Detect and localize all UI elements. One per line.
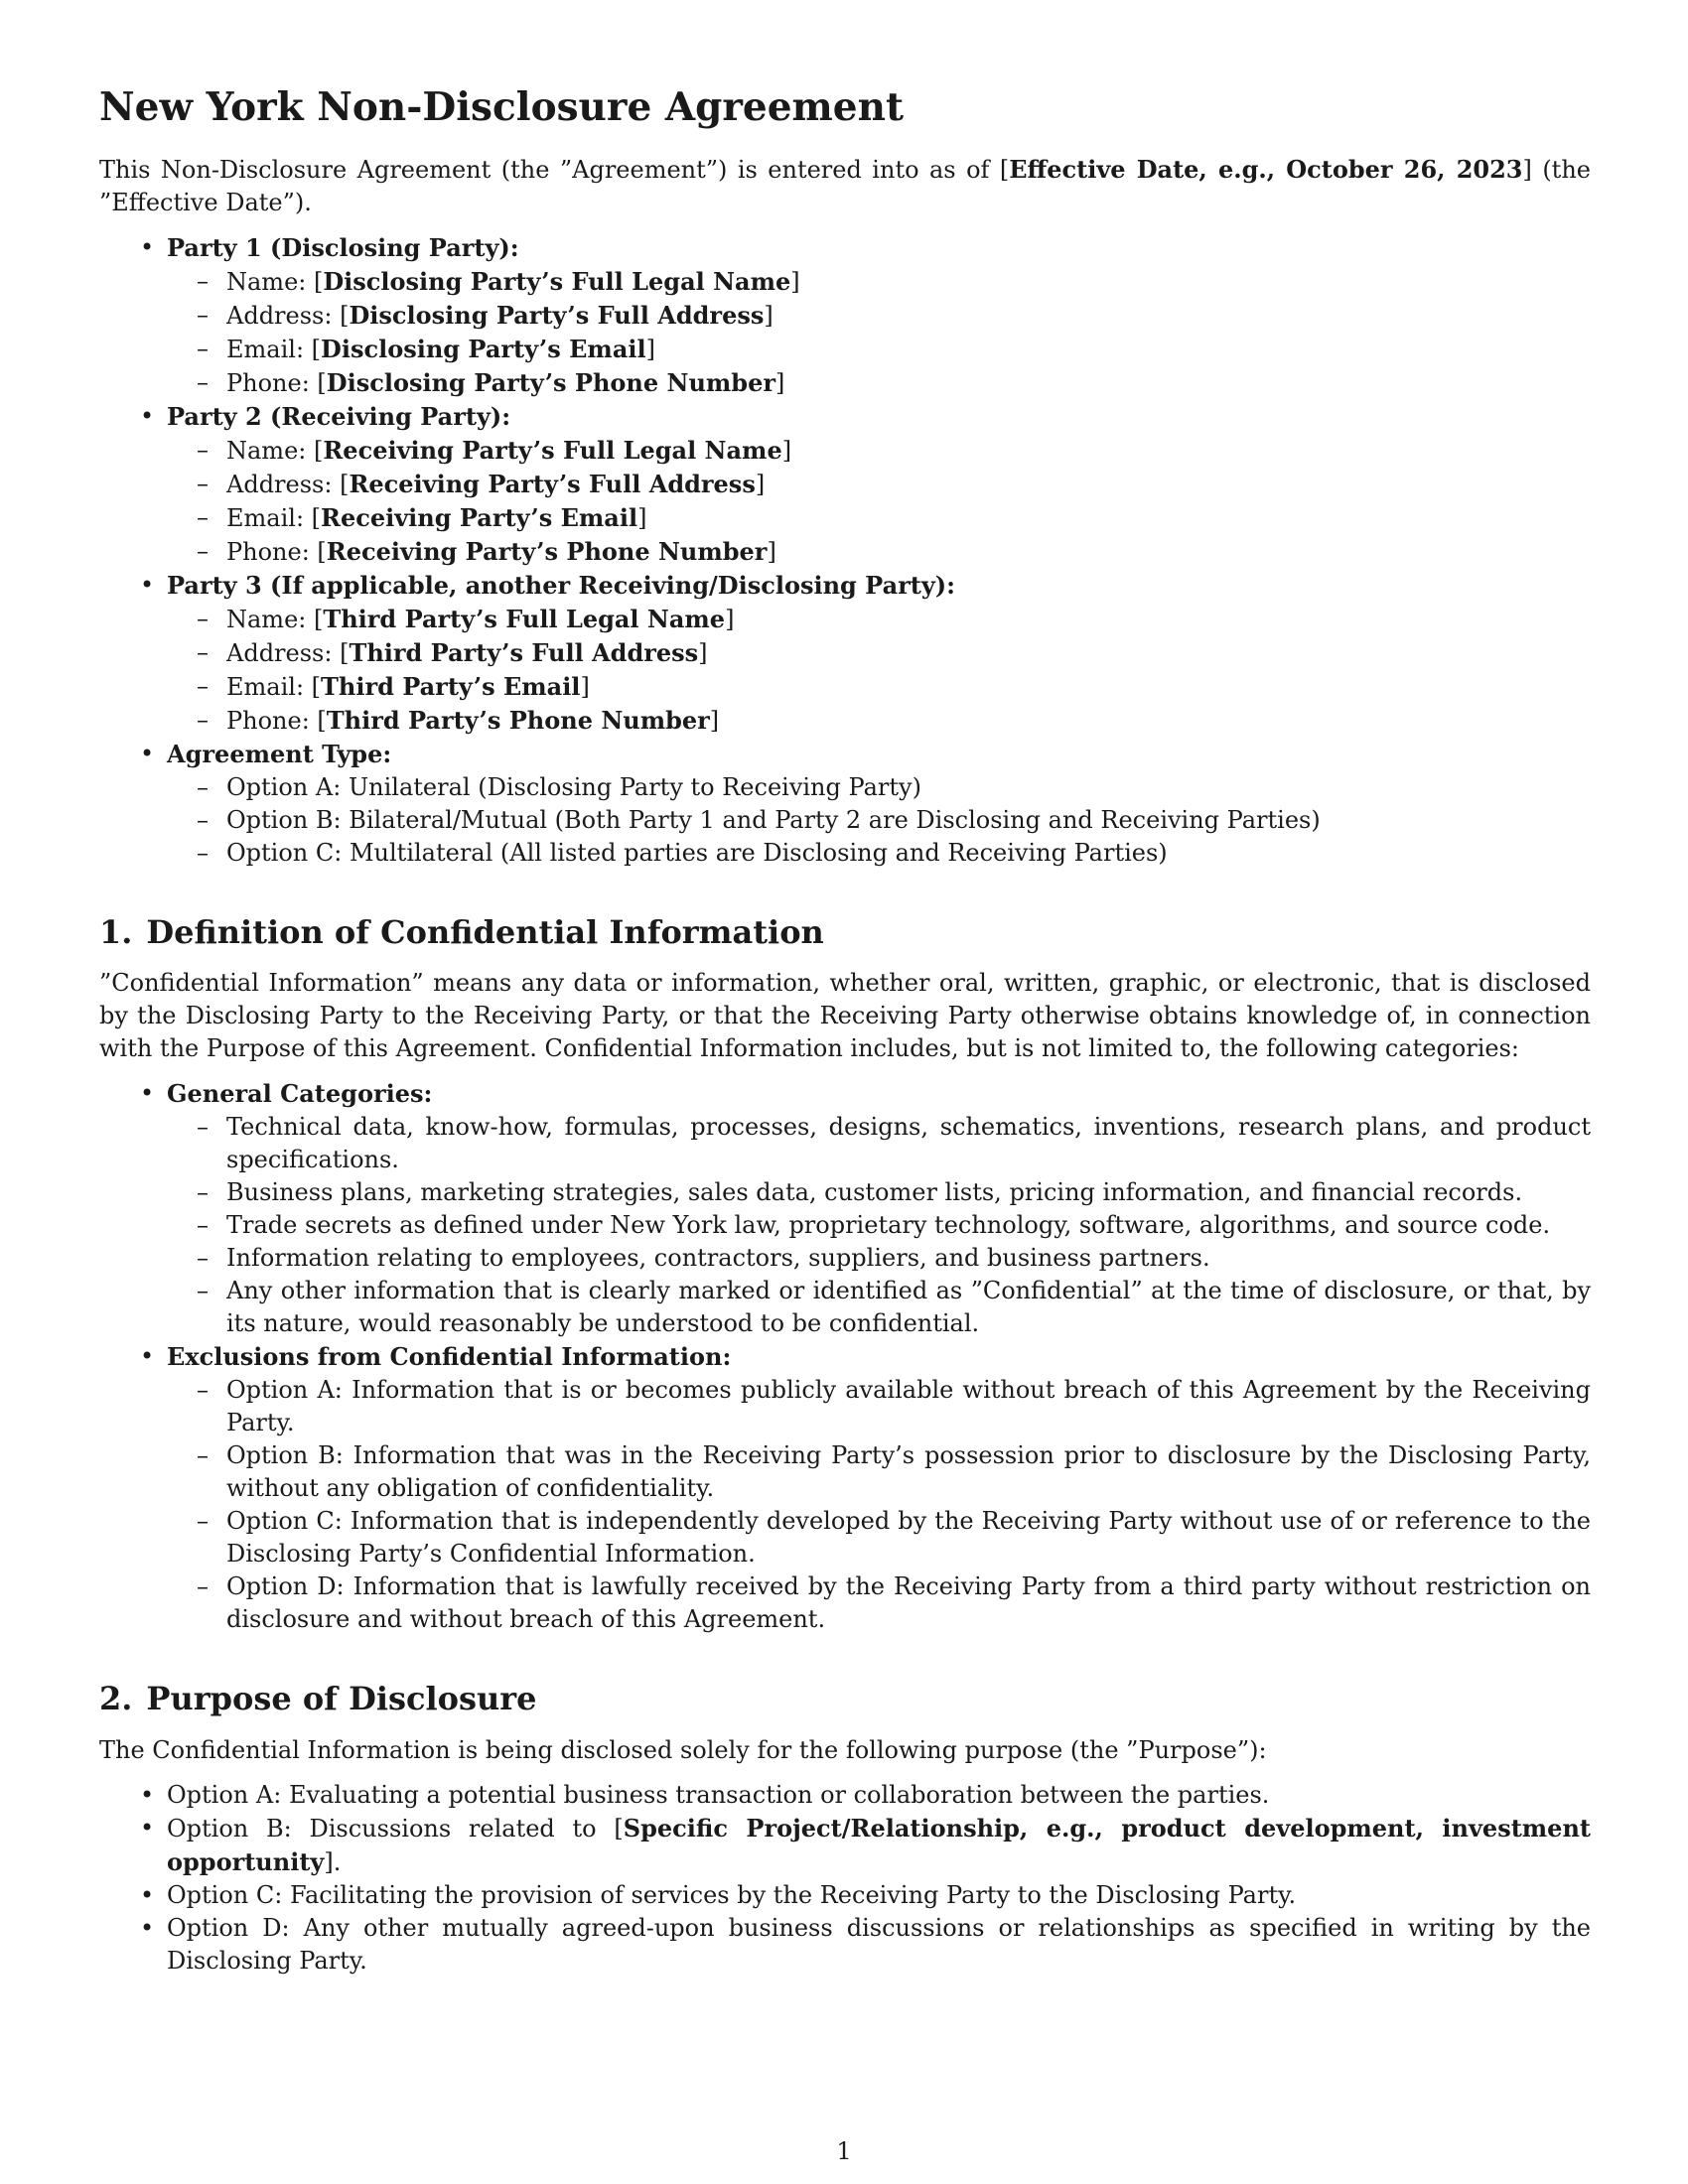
party-2: [167, 400, 1591, 569]
party-field: [226, 704, 1591, 738]
document-title: New York Non-Disclosure Agreement: [99, 84, 904, 130]
field-label: Email: [: [226, 335, 322, 363]
field-label: Address: [: [226, 301, 350, 330]
party-field: [226, 603, 1591, 636]
list-item: – Option D: Information that is lawfully received by the Receiving Party from a third party without restriction on disclosure and without breach of this Agreement.: [226, 1570, 1591, 1636]
purpose-options: [99, 1779, 1591, 1978]
field-placeholder: Receiving Party’s Full Legal Name: [323, 435, 782, 465]
field-placeholder: Disclosing Party’s Email: [321, 334, 646, 363]
field-label: Address: [: [226, 638, 350, 667]
list-item: – Business plans, marketing strategies, sales data, customer lists, pricing information, and financial records.: [226, 1176, 1591, 1209]
list-item: – Option C: Information that is independently developed by the Receiving Party without use of or reference to the Disclosing Party’s Confidential Information.: [226, 1505, 1591, 1570]
section-1-heading: [99, 913, 1591, 951]
field-close: ]: [637, 503, 647, 532]
party-field: [226, 636, 1591, 670]
party-heading: Party 1 (Disclosing Party):: [167, 232, 519, 262]
field-close: ]: [781, 436, 792, 465]
party-field: [226, 434, 1591, 468]
exclusions: [167, 1340, 1591, 1636]
list-item: – Technical data, know-how, formulas, processes, designs, schematics, inventions, research plans, and product specifications.: [226, 1111, 1591, 1176]
party-3: [167, 569, 1591, 738]
party-field: [226, 366, 1591, 400]
field-label: Address: [: [226, 470, 350, 498]
party-field: [226, 670, 1591, 704]
field-close: ]: [645, 335, 655, 363]
agreement-type-heading: Agreement Type:: [167, 739, 392, 768]
purpose-option-a: • Option A: Evaluating a potential business transaction or collaboration between the parties.: [167, 1779, 1591, 1812]
field-close: ]: [709, 706, 720, 735]
field-placeholder: Third Party’s Full Address: [349, 637, 699, 667]
purpose-option-b: [167, 1812, 1591, 1879]
agreement-type: [167, 738, 1591, 870]
general-categories-items: [167, 1111, 1591, 1340]
field-placeholder: Third Party’s Email: [321, 671, 581, 701]
field-label: Name: [: [226, 436, 324, 465]
intro-text-end: ] (the ”Effective Date”).: [99, 155, 1591, 216]
section-1-body: ”Confidential Information” means any data or information, whether oral, written, graphic, or electronic, that is disclosed by the Disclosing Party to the Receiving Party, or that the Receiving Party otherwise obtains knowledge of, in connection with the Purpose of this Agreement. Confidential Information includes, but is not limited to, the following categories:: [99, 969, 1591, 1063]
parties-list: [99, 231, 1591, 870]
agreement-type-option: – Option A: Unilateral (Disclosing Party to Receiving Party): [226, 771, 1591, 804]
party-field: [226, 299, 1591, 333]
agreement-type-options: [167, 771, 1591, 870]
field-placeholder: Receiving Party’s Full Address: [349, 469, 756, 498]
list-item: – Information relating to employees, contractors, suppliers, and business partners.: [226, 1242, 1591, 1275]
option-b-close: ].: [324, 1847, 342, 1876]
field-placeholder: Third Party’s Full Legal Name: [323, 604, 726, 633]
party-field: [226, 333, 1591, 366]
field-close: ]: [580, 672, 590, 701]
field-placeholder: Disclosing Party’s Full Address: [349, 300, 765, 330]
list-item: – Option B: Information that was in the Receiving Party’s possession prior to disclosure by the Disclosing Party, without any obligation of confidentiality.: [226, 1439, 1591, 1505]
section-title: Purpose of Disclosure: [146, 1680, 537, 1718]
party-fields: [167, 265, 1591, 400]
field-placeholder: Receiving Party’s Phone Number: [326, 536, 768, 566]
party-fields: [167, 603, 1591, 738]
intro-text: This Non-Disclosure Agreement (the ”Agreement”) is entered into as of [: [99, 155, 1010, 184]
section-2-body: The Confidential Information is being disclosed solely for the following purpose (the ”Purpose”):: [99, 1735, 1267, 1764]
field-close: ]: [764, 301, 774, 330]
agreement-type-option: – Option B: Bilateral/Mutual (Both Party 1 and Party 2 are Disclosing and Receiving Parties): [226, 804, 1591, 837]
purpose-option-d: • Option D: Any other mutually agreed-upon business discussions or relationships as specified in writing by the Disclosing Party.: [167, 1912, 1591, 1978]
section-2-heading: [99, 1680, 1591, 1717]
list-item: – Option A: Information that is or becomes publicly available without breach of this Agreement by the Receiving Party.: [226, 1374, 1591, 1439]
party-1: [167, 231, 1591, 400]
intro-paragraph: [99, 153, 1591, 219]
option-b-text: Option B: Discussions related to [: [167, 1814, 624, 1843]
field-label: Name: [: [226, 267, 324, 296]
field-close: ]: [767, 537, 776, 566]
field-label: Phone: [: [226, 368, 327, 397]
effective-date-placeholder: Effective Date, e.g., October 26, 2023: [1009, 154, 1523, 184]
field-placeholder: Disclosing Party’s Phone Number: [326, 367, 775, 397]
field-label: Phone: [: [226, 537, 327, 566]
field-label: Name: [: [226, 605, 324, 633]
section-title: Definition of Confidential Information: [146, 912, 824, 951]
field-placeholder: Disclosing Party’s Full Legal Name: [323, 266, 791, 296]
field-close: ]: [774, 368, 785, 397]
section-number: 2.: [99, 1680, 133, 1718]
field-label: Email: [: [226, 672, 322, 701]
party-field: [226, 501, 1591, 535]
purpose-option-c: • Option C: Facilitating the provision of services by the Receiving Party to the Disclosing Party.: [167, 1879, 1591, 1912]
party-field: [226, 535, 1591, 569]
field-placeholder: Third Party’s Phone Number: [326, 705, 710, 735]
general-categories-heading: General Categories:: [167, 1079, 433, 1109]
field-label: Email: [: [226, 503, 322, 532]
page-number: 1: [836, 2137, 852, 2165]
field-label: Phone: [: [226, 706, 327, 735]
field-close: ]: [755, 470, 766, 498]
field-close: ]: [725, 605, 735, 633]
option-b-placeholder: Specific Project/Relationship, e.g., product development, investment opportunity: [167, 1813, 1591, 1876]
party-fields: [167, 434, 1591, 569]
general-categories: [167, 1077, 1591, 1340]
agreement-type-option: – Option C: Multilateral (All listed parties are Disclosing and Receiving Parties): [226, 837, 1591, 870]
party-heading: Party 2 (Receiving Party):: [167, 401, 511, 431]
party-heading: Party 3 (If applicable, another Receiving/Disclosing Party):: [167, 570, 956, 600]
section-1-list: [99, 1077, 1591, 1636]
list-item: – Any other information that is clearly marked or identified as ”Confidential” at the time of disclosure, or that, by its nature, would reasonably be understood to be confidential.: [226, 1275, 1591, 1340]
section-number: 1.: [99, 912, 133, 951]
field-placeholder: Receiving Party’s Email: [321, 502, 638, 532]
exclusions-items: [167, 1374, 1591, 1636]
party-field: [226, 468, 1591, 501]
field-close: ]: [698, 638, 708, 667]
field-close: ]: [790, 267, 800, 296]
document-page: [99, 84, 1591, 1978]
exclusions-heading: Exclusions from Confidential Information:: [167, 1342, 732, 1372]
list-item: – Trade secrets as defined under New York law, proprietary technology, software, algorithms, and source code.: [226, 1209, 1591, 1242]
party-field: [226, 265, 1591, 299]
